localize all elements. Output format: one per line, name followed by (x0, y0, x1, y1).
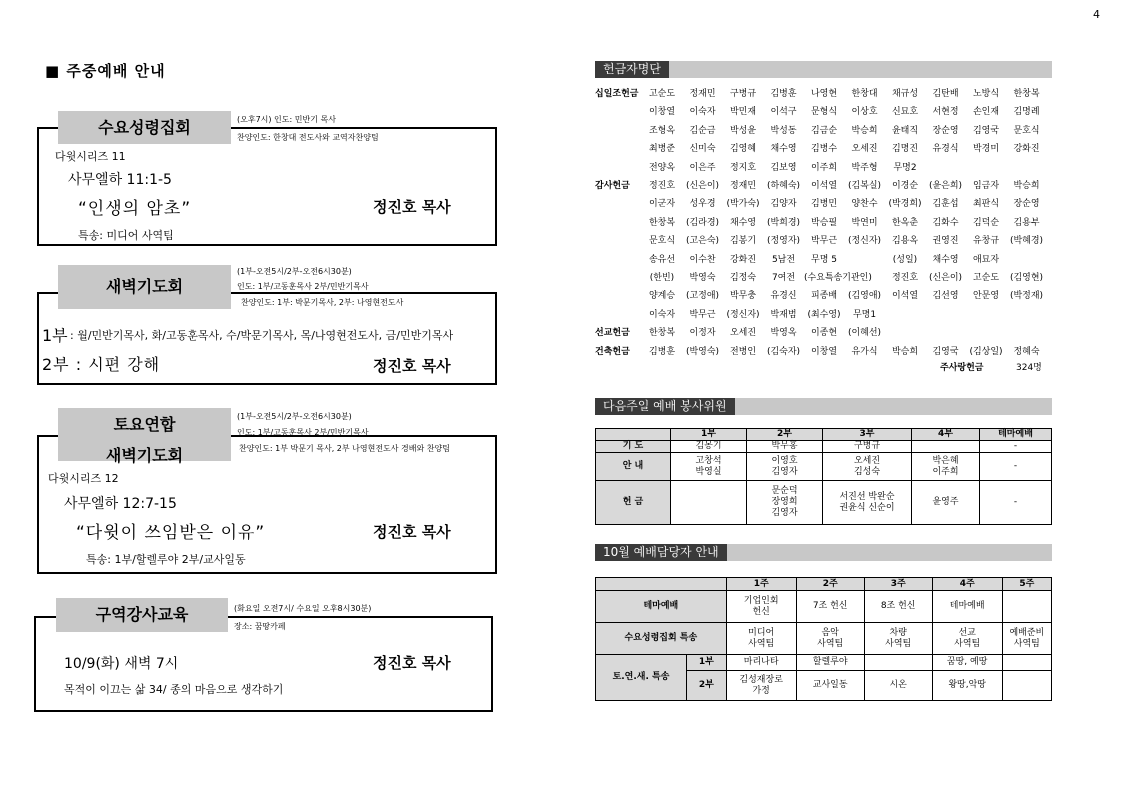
nw-cell: 박은혜 이주희 (912, 453, 980, 481)
donor-name: 채규성 (891, 89, 919, 99)
donor-name: (김영현) (1009, 273, 1044, 283)
nw-cell: 고창석 박영실 (671, 453, 747, 481)
oct-header-5: 5주 (1002, 578, 1051, 591)
donor-row (595, 104, 1052, 122)
donor-name: 김용부 (1013, 217, 1040, 228)
donor-name: 이석열 (891, 291, 919, 302)
donor-name: 성우경 (689, 199, 716, 210)
donor-name: 이군자 (648, 199, 676, 210)
oct-cell: 왕땅,악땅 (932, 671, 1002, 701)
donor-row (595, 270, 1052, 288)
donor-name: 김덕순 (972, 217, 1000, 228)
donor-name: 박무근 (689, 309, 716, 320)
donor-name: (고정애) (685, 291, 720, 302)
next-week-table (595, 428, 1052, 525)
oct-cell (1002, 655, 1051, 671)
donor-name: 박승희 (851, 125, 878, 136)
oct-cell: 미디어 사역팀 (726, 623, 796, 655)
donor-name: 강화진 (1013, 144, 1040, 155)
donor-name: (한빈) (649, 273, 675, 283)
wednesday-special: 특송: 미디어 사역팀 (78, 229, 174, 242)
dawn-line1: : 월/민반기목사, 화/고동훈목사, 수/박문기목사, 목/나영현전도사, 금/민반기목사 (70, 329, 454, 342)
donor-name: 유가식 (851, 346, 878, 357)
donor-name: (정신자) (726, 309, 760, 320)
oct-cell: 할렐루야 (796, 655, 864, 671)
dawn-info-2: 인도: 1부/고동훈목사 2부/민반기목사 (237, 282, 369, 291)
cell-leader-label: 구역강사교육 (56, 598, 228, 632)
donor-name: 한창복 (648, 217, 676, 228)
donor-name: 전병인 (729, 346, 757, 357)
nw-cell: 오세진 김성숙 (823, 453, 912, 481)
donor-name: 이석열 (810, 181, 838, 191)
donor-name: (이혜선) (847, 328, 882, 339)
next-week-title: 다음주일 예배 봉사위원 (595, 398, 735, 415)
donor-name: 최병준 (648, 144, 676, 155)
donor-name: (박경희) (888, 199, 922, 210)
october-title: 10월 예배담당자 안내 (595, 544, 727, 561)
donor-name: 김영국 (932, 346, 959, 357)
donor-name: (박혜경) (1009, 236, 1044, 247)
nw-cell: 이영호 김영자 (747, 453, 823, 481)
page-number: 4 (1093, 8, 1100, 21)
donor-name: 김금순 (810, 125, 838, 136)
saturday-label-line2: 새벽기도회 (105, 446, 184, 465)
donor-name: 무명2 (893, 162, 917, 173)
donor-name: 박재범 (770, 309, 797, 320)
oct-cell: 시온 (864, 671, 932, 701)
oct-cell: 차량 사역팀 (864, 623, 932, 655)
dawn-service-label: 새벽기도회 (58, 265, 231, 309)
donor-name: 노방식 (972, 89, 1000, 99)
donor-name: 이정자 (689, 328, 716, 339)
donor-name: 이상호 (851, 107, 878, 118)
donor-name: 채수영 (932, 254, 959, 265)
oct-theme-label: 테마예배 (596, 591, 727, 623)
october-table (595, 577, 1052, 701)
donor-name: 강화진 (729, 254, 757, 265)
special-offering-label: 주사랑헌금 (940, 363, 984, 373)
oct-cell: 예배준비 사역팀 (1002, 623, 1051, 655)
donor-name: 채수영 (770, 144, 797, 155)
donor-name: 김영혜 (729, 144, 757, 155)
nw-cell: 박무홍 (747, 441, 823, 453)
nw-row-label: 안 내 (596, 453, 671, 481)
donor-name: 김병민 (810, 199, 838, 210)
donor-name: 박승필 (810, 217, 838, 228)
oct-cell: 기업인회 헌신 (726, 591, 796, 623)
donor-name: (윤은희) (928, 181, 963, 191)
donor-name: 피종배 (810, 291, 838, 302)
oct-header-4: 4주 (932, 578, 1002, 591)
nw-cell: 김몽기 (671, 441, 747, 453)
donor-name: 정지호 (729, 162, 757, 173)
donor-name: 박영숙 (689, 273, 716, 283)
donor-name: 유경신 (770, 291, 797, 302)
donor-name: (김복실) (847, 181, 882, 191)
donor-name: 김보영 (770, 162, 797, 173)
donor-name: 무명 5 (811, 254, 837, 265)
donor-name: 이수찬 (689, 254, 716, 265)
donor-name: 양계승 (648, 291, 676, 302)
donor-name: 김정숙 (729, 273, 757, 283)
donor-name: 애묘자 (972, 254, 1000, 265)
donor-name: 김명례 (1013, 107, 1040, 118)
nw-cell: 윤영주 (912, 481, 980, 525)
oct-cell: 음악 사역팀 (796, 623, 864, 655)
donor-name: (성일) (892, 254, 918, 265)
donor-name: 김훈섭 (932, 199, 959, 210)
donor-name: 유창규 (972, 236, 1000, 247)
donor-name: 오세진 (851, 144, 878, 155)
donor-name: 문호식 (648, 236, 676, 247)
oct-cell: 8조 헌신 (864, 591, 932, 623)
donor-name: 이석구 (770, 107, 797, 118)
donor-name: 이숙자 (689, 107, 716, 118)
saturday-preacher: 정진호 목사 (373, 523, 451, 541)
oct-cell: 김성재장로 가정 (726, 671, 796, 701)
oct-wed-label: 수요성령집회 특송 (596, 623, 727, 655)
oct-cell (864, 655, 932, 671)
donor-name: 5남전 (771, 254, 796, 265)
special-offering-value: 324명 (1016, 363, 1042, 373)
donor-name: 양찬수 (851, 199, 878, 210)
donor-name: 김명진 (891, 144, 919, 155)
dawn-line2: 2부 : 시편 강해 (42, 355, 161, 374)
oct-header-0 (596, 578, 727, 591)
donor-name: 김탄배 (932, 89, 959, 99)
donor-name: 최판식 (972, 199, 1000, 210)
dawn-preacher: 정진호 목사 (373, 357, 451, 375)
oct-cell: 꿈땅, 예땅 (932, 655, 1002, 671)
donor-name: 김병수 (810, 144, 838, 155)
donor-name: 박민재 (729, 107, 757, 118)
donor-row (595, 325, 1052, 343)
dawn-info-1: (1부-오전5시/2부-오전6시30분) (237, 267, 352, 276)
nw-header-3: 3부 (823, 429, 912, 441)
donor-name: 김화수 (932, 217, 959, 228)
oct-cell: 7조 헌신 (796, 591, 864, 623)
oct-sat-label: 토.연.새. 특송 (596, 655, 687, 701)
saturday-service-label (58, 408, 231, 465)
donor-name: 정재민 (689, 89, 716, 99)
donor-name: 김병훈 (648, 346, 676, 357)
wednesday-preacher: 정진호 목사 (373, 198, 451, 216)
donor-name: 박승희 (891, 346, 919, 357)
nw-cell: - (980, 441, 1052, 453)
donor-row (595, 344, 1052, 362)
donor-name: 이주희 (810, 162, 838, 173)
donor-name: 한창복 (648, 328, 676, 339)
donor-category: 십일조헌금 (595, 89, 639, 99)
cell-leader-info-2: 장소: 꿈땅카페 (234, 622, 286, 631)
nw-cell: - (980, 453, 1052, 481)
donor-category: 건축헌금 (595, 346, 630, 357)
saturday-special: 특송: 1부/할렐루야 2부/교사일동 (86, 553, 246, 566)
donor-name: 박승희 (1013, 181, 1040, 191)
donor-name: 고순도 (648, 89, 676, 99)
donor-name: (김숙자) (766, 346, 801, 357)
donor-name: 김봉기 (729, 236, 757, 247)
donor-name: 문호식 (1013, 125, 1040, 136)
donor-name: 서현정 (932, 107, 959, 118)
donor-name: (최수영) (807, 309, 841, 320)
donor-name: 한창대 (851, 89, 878, 99)
donor-name: 박성동 (770, 125, 797, 136)
nw-header-1: 1부 (671, 429, 747, 441)
donor-name: 무명1 (852, 309, 877, 320)
oct-cell (1002, 591, 1051, 623)
donor-name: (정신자) (847, 236, 882, 247)
donor-name: 정재민 (729, 181, 757, 191)
donor-name: 채수영 (729, 217, 757, 228)
october-header-bar (595, 544, 1052, 561)
donor-name: 김용옥 (891, 236, 919, 247)
oct-cell: 선교 사역팀 (932, 623, 1002, 655)
saturday-series: 다윗시리즈 12 (48, 472, 119, 485)
saturday-info-1: (1부-오전5시/2부-오전6시30분) (237, 412, 352, 421)
donor-name: (고은숙) (685, 236, 720, 247)
donor-name: 박무근 (810, 236, 838, 247)
donor-name: 정혜숙 (1013, 346, 1040, 357)
donors-header-bar (595, 61, 1052, 78)
donor-name: 박성윤 (729, 125, 757, 136)
donor-row (595, 252, 1052, 270)
donor-row (595, 160, 1052, 178)
donor-name: 유경식 (932, 144, 959, 155)
wednesday-scripture: 사무엘하 11:1-5 (68, 172, 172, 188)
saturday-info-2: 인도: 1부/고동훈목사 2부/민반기목사 (237, 428, 369, 437)
next-week-header-bar (595, 398, 1052, 415)
oct-cell (1002, 671, 1051, 701)
donor-row (595, 123, 1052, 141)
donor-row (595, 196, 1052, 214)
wednesday-info-1: (오후7시) 인도: 민반기 목사 (237, 115, 336, 124)
nw-header-2: 2부 (747, 429, 823, 441)
donor-name: 박연미 (851, 217, 878, 228)
donor-name: 조형옥 (648, 125, 676, 136)
donor-category: 감사헌금 (595, 181, 630, 191)
donor-row (595, 288, 1052, 306)
donor-name: (신은이) (928, 273, 963, 283)
nw-cell (671, 481, 747, 525)
donor-name: (정영자) (766, 236, 801, 247)
donor-name: 구병규 (729, 89, 757, 99)
donor-name: 김선영 (932, 291, 959, 302)
donors-title: 헌금자명단 (595, 61, 669, 78)
donor-name: 송유선 (648, 254, 676, 265)
donor-name: 윤태직 (891, 125, 919, 136)
donor-name: 이숙자 (648, 309, 676, 320)
donor-name: 장순영 (1013, 199, 1040, 210)
donor-name: 박무충 (729, 291, 757, 302)
donor-name: (신은이) (685, 181, 720, 191)
cell-leader-preacher: 정진호 목사 (373, 654, 451, 672)
donor-row (595, 307, 1052, 325)
donor-name: 문형식 (810, 107, 838, 118)
donor-category: 선교헌금 (595, 328, 630, 339)
wednesday-info-2: 찬양인도: 한창대 전도사와 교역자찬양팀 (237, 133, 379, 142)
donor-name: (박영숙) (685, 346, 720, 357)
section-title: ■ 주중예배 안내 (45, 62, 166, 80)
cell-leader-info-1: (화요일 오전7시/ 수요일 오후8시30분) (234, 604, 372, 613)
donor-name: (김라경) (685, 217, 720, 228)
donor-row (595, 233, 1052, 251)
nw-header-5: 테마예배 (980, 429, 1052, 441)
donor-name: (김영애) (847, 291, 882, 302)
donor-name: 한옥춘 (891, 217, 919, 228)
donor-name: (김상일) (969, 346, 1003, 357)
wednesday-sermon-title: “인생의 암초” (78, 199, 192, 219)
oct-header-3: 3주 (864, 578, 932, 591)
oct-cell: 마리나타 (726, 655, 796, 671)
nw-row-label: 헌 금 (596, 481, 671, 525)
donor-name: (박정재) (1009, 291, 1044, 302)
saturday-info-3: 찬양인도: 1부 박문기 목사, 2부 나영현전도사 경배와 찬양팀 (239, 444, 450, 453)
donor-name: 7여전 (771, 273, 796, 283)
cell-leader-date: 10/9(화) 새벽 7시 (64, 656, 179, 672)
donor-name: 박영옥 (770, 328, 797, 339)
donor-name: 권영진 (932, 236, 959, 247)
donor-name: 이종현 (810, 328, 838, 339)
nw-cell (912, 441, 980, 453)
donor-row (595, 86, 1052, 104)
wednesday-series: 다윗시리즈 11 (55, 150, 126, 163)
donor-name: 정진호 (648, 181, 676, 191)
oct-header-2: 2주 (796, 578, 864, 591)
donor-name: 정진호 (891, 273, 919, 283)
oct-cell: 교사일동 (796, 671, 864, 701)
oct-header-1: 1주 (726, 578, 796, 591)
donor-name: 안문영 (972, 291, 1000, 302)
donor-name: 한창복 (1013, 89, 1040, 99)
nw-cell: - (980, 481, 1052, 525)
donor-name: 신묘호 (891, 107, 919, 118)
oct-cell: 테마예배 (932, 591, 1002, 623)
dawn-info-3: 찬양인도: 1부: 박문기목사, 2부: 나영현전도사 (241, 298, 404, 307)
donor-row (595, 141, 1052, 159)
donor-name: 박경미 (972, 144, 1000, 155)
oct-sat2-label: 2부 (687, 671, 727, 701)
donor-name: 이경순 (891, 181, 919, 191)
wednesday-service-label: 수요성령집회 (58, 111, 231, 144)
donor-name: 김순금 (689, 125, 716, 136)
nw-header-4: 4부 (912, 429, 980, 441)
donor-name: 나영현 (810, 89, 838, 99)
donor-name: 김병훈 (770, 89, 797, 99)
saturday-sermon-title: “다윗이 쓰임받은 이유” (76, 523, 266, 543)
nw-cell: 구병규 (823, 441, 912, 453)
donor-name: 장순영 (932, 125, 959, 136)
donor-name: 김양자 (770, 199, 797, 210)
nw-cell: 서진선 박완순 권윤식 신순이 (823, 481, 912, 525)
nw-cell: 문순덕 장영희 김영자 (747, 481, 823, 525)
donor-name: 임금자 (972, 181, 1000, 191)
donor-name: 이창열 (810, 346, 838, 357)
nw-header-0 (596, 429, 671, 441)
dawn-line1-prefix: 1부 (42, 326, 68, 345)
saturday-label-line1: 토요연합 (113, 415, 176, 434)
donor-name: 박주형 (851, 162, 878, 173)
donor-name: (수요특송기관인) (804, 273, 872, 283)
donor-name: 전양옥 (648, 162, 676, 173)
saturday-scripture: 사무엘하 12:7-15 (64, 496, 177, 512)
donor-name: 김영국 (972, 125, 1000, 136)
donor-row (595, 178, 1052, 196)
donor-name: (하혜숙) (766, 181, 801, 191)
donor-name: (박희경) (766, 217, 801, 228)
nw-row-label: 기 도 (596, 441, 671, 453)
cell-leader-desc: 목적이 이끄는 삶 34/ 종의 마음으로 생각하기 (64, 683, 284, 696)
oct-sat1-label: 1부 (687, 655, 727, 671)
donor-name: 이은주 (689, 162, 716, 173)
donor-name: 신미숙 (689, 144, 716, 155)
donor-name: (박가숙) (726, 199, 760, 210)
donor-name: 손인재 (972, 107, 1000, 118)
donor-name: 이창열 (648, 107, 676, 118)
donor-name: 고순도 (972, 273, 1000, 283)
donor-row (595, 215, 1052, 233)
donor-name: 오세진 (729, 328, 757, 339)
